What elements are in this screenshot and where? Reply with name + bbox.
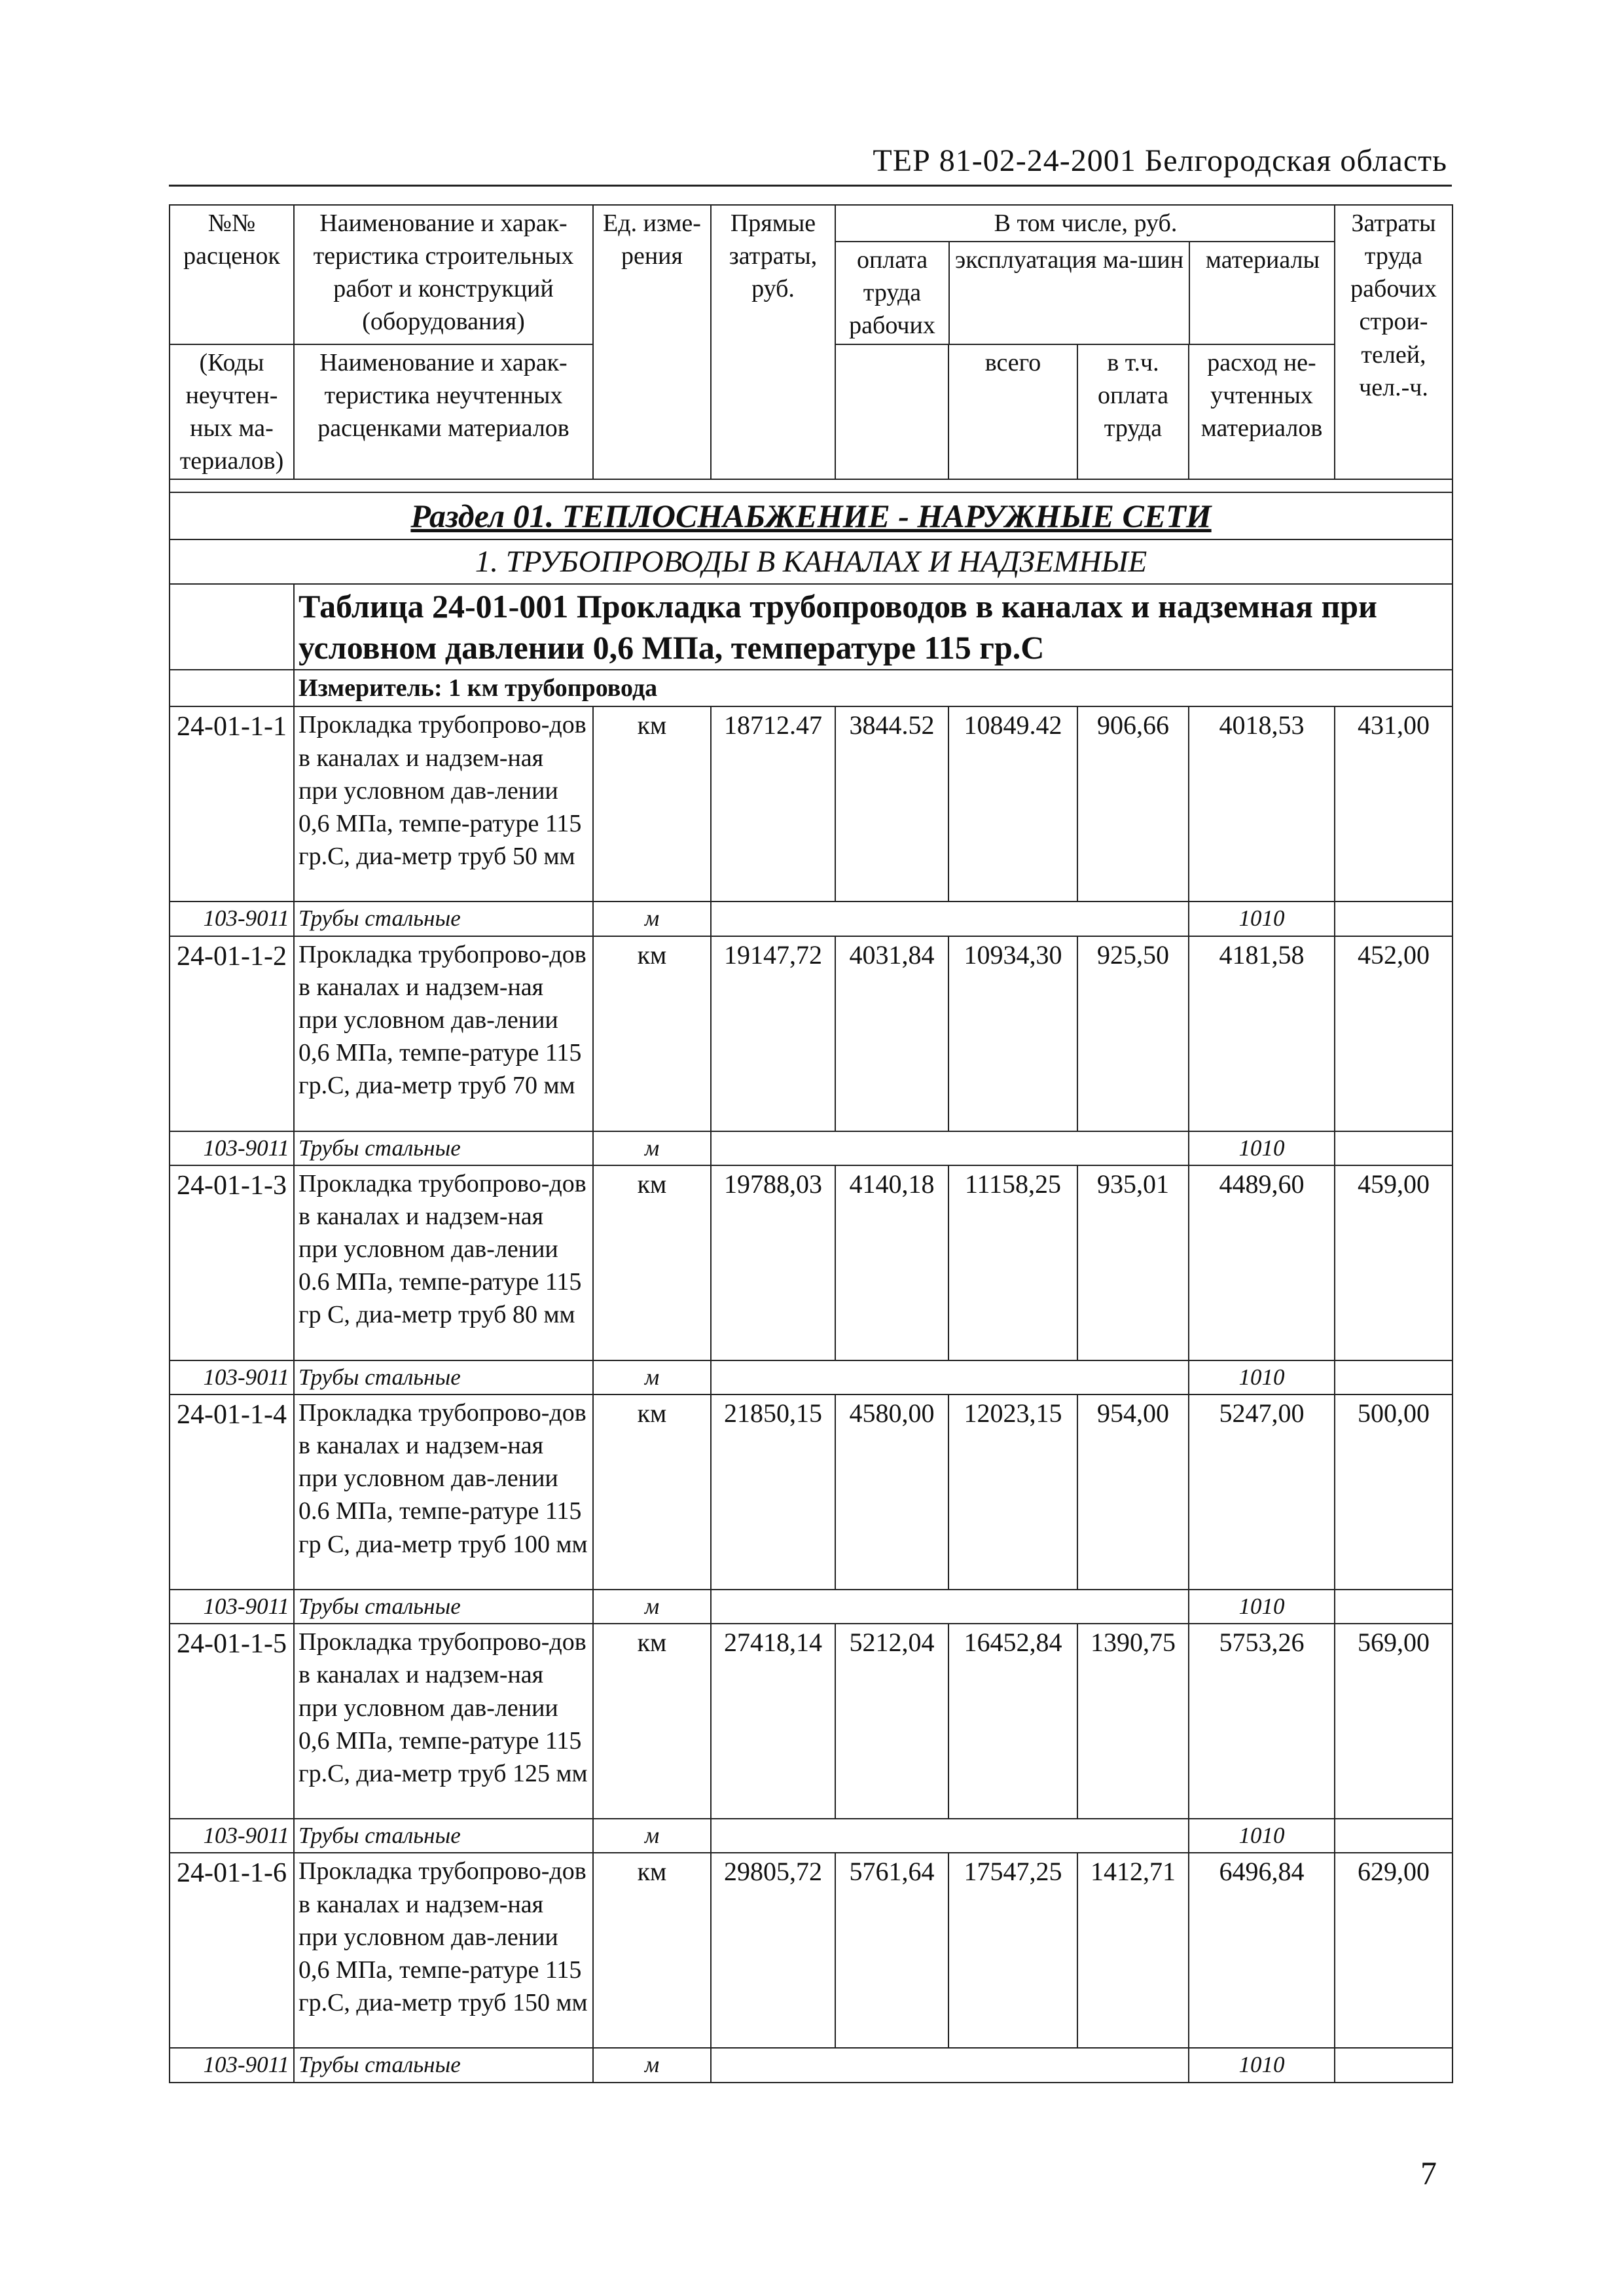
material-row (170, 902, 1453, 936)
material-empty (1335, 902, 1453, 936)
rate-direct-cost: 29805,72 (711, 1853, 835, 2048)
measure-label: Измеритель: 1 км трубопровода (294, 670, 1453, 706)
header-row-1 (170, 205, 1453, 344)
rate-labor-hours: 452,00 (1335, 936, 1453, 1131)
material-gap (711, 1590, 1189, 1624)
material-row (170, 1360, 1453, 1394)
spacer-row (170, 479, 1453, 492)
rates-table (169, 204, 1453, 2083)
material-code: 103-9011 (170, 1819, 294, 1853)
material-quantity: 1010 (1189, 1360, 1335, 1394)
material-row (170, 1131, 1453, 1165)
rate-materials: 4489,60 (1189, 1165, 1335, 1360)
material-code: 103-9011 (170, 1360, 294, 1394)
material-row (170, 1819, 1453, 1853)
rate-row (170, 936, 1453, 1131)
col-machines-header: эксплуатация ма-шин (949, 242, 1189, 343)
material-empty (1335, 2048, 1453, 2082)
rate-description: Прокладка трубопрово-дов в каналах и надзем-ная при условном дав-лении 0,6 МПа, темпе-ратуре 115 гр.С, диа-метр труб 150 мм (294, 1853, 593, 2048)
section-row (170, 492, 1453, 539)
rate-materials: 5247,00 (1189, 1394, 1335, 1590)
rate-direct-cost: 18712.47 (711, 706, 835, 902)
rate-machines-labor: 906,66 (1077, 706, 1189, 902)
material-unit: м (593, 1590, 711, 1624)
material-empty (1335, 1819, 1453, 1853)
rate-row (170, 1624, 1453, 1819)
rate-row (170, 706, 1453, 902)
material-code: 103-9011 (170, 902, 294, 936)
material-quantity: 1010 (1189, 1819, 1335, 1853)
col-unit-header: Ед. изме-рения (593, 205, 711, 479)
rate-unit: км (593, 1853, 711, 2048)
incl-group-label: В том числе, руб. (836, 206, 1335, 242)
material-empty (1335, 1131, 1453, 1165)
material-gap (711, 2048, 1189, 2082)
material-code: 103-9011 (170, 1131, 294, 1165)
rate-description: Прокладка трубопрово-дов в каналах и надзем-ная при условном дав-лении 0,6 МПа, темпе-ратуре 115 гр.С, диа-метр труб 70 мм (294, 936, 593, 1131)
rate-labor-hours: 459,00 (1335, 1165, 1453, 1360)
material-quantity: 1010 (1189, 1131, 1335, 1165)
material-quantity: 1010 (1189, 902, 1335, 936)
material-unit: м (593, 1131, 711, 1165)
col-materials-header: материалы (1205, 246, 1320, 274)
material-empty (1335, 1590, 1453, 1624)
rate-direct-cost: 21850,15 (711, 1394, 835, 1590)
material-name: Трубы стальные (294, 1131, 593, 1165)
rate-machines-total: 10934,30 (948, 936, 1077, 1131)
rate-labor-pay: 3844.52 (835, 706, 948, 902)
material-name: Трубы стальные (294, 1360, 593, 1394)
col-name-sub-header: Наименование и харак-теристика неучтенных расценками материалов (294, 344, 593, 480)
rate-code: 24-01-1-2 (170, 936, 294, 1131)
col-code-header: №№ расценок (170, 205, 294, 344)
rate-machines-total: 16452,84 (948, 1624, 1077, 1819)
col-mach-total-header: всего (948, 344, 1077, 480)
col-direct-header: Прямые затраты, руб. (711, 205, 835, 479)
rate-code: 24-01-1-6 (170, 1853, 294, 2048)
col-incl-header (835, 205, 1335, 344)
col-labor-header: оплата труда рабочих (836, 242, 949, 343)
material-empty (1335, 1360, 1453, 1394)
col-labor-sub-header (835, 344, 948, 480)
subsection-title: 1. ТРУБОПРОВОДЫ В КАНАЛАХ И НАДЗЕМНЫЕ (170, 539, 1453, 584)
rate-machines-total: 12023,15 (948, 1394, 1077, 1590)
rate-materials: 4018,53 (1189, 706, 1335, 902)
rate-labor-hours: 569,00 (1335, 1624, 1453, 1819)
table-title-row (170, 584, 1453, 670)
material-row (170, 2048, 1453, 2082)
rate-description: Прокладка трубопрово-дов в каналах и надзем-ная при условном дав-лении 0,6 МПа, темпе-ратуре 115 гр.С, диа-метр труб 50 мм (294, 706, 593, 902)
rate-machines-labor: 925,50 (1077, 936, 1189, 1131)
rate-row (170, 1853, 1453, 2048)
rate-machines-total: 10849.42 (948, 706, 1077, 902)
rate-labor-pay: 4031,84 (835, 936, 948, 1131)
rate-description: Прокладка трубопрово-дов в каналах и надзем-ная при условном дав-лении 0,6 МПа, темпе-ратуре 115 гр.С, диа-метр труб 125 мм (294, 1624, 593, 1819)
rate-materials: 4181,58 (1189, 936, 1335, 1131)
col-code-sub-header: (Коды неучтен-ных ма-териалов) (170, 344, 294, 480)
rate-labor-pay: 4140,18 (835, 1165, 948, 1360)
material-gap (711, 1360, 1189, 1394)
rate-direct-cost: 19788,03 (711, 1165, 835, 1360)
material-row (170, 1590, 1453, 1624)
rate-description: Прокладка трубопрово-дов в каналах и надзем-ная при условном дав-лении 0.6 МПа, темпе-ратуре 115 гр С, диа-метр труб 100 мм (294, 1394, 593, 1590)
material-name: Трубы стальные (294, 902, 593, 936)
measure-row (170, 670, 1453, 706)
rate-code: 24-01-1-1 (170, 706, 294, 902)
material-quantity: 1010 (1189, 2048, 1335, 2082)
rate-labor-pay: 5212,04 (835, 1624, 948, 1819)
rate-unit: км (593, 706, 711, 902)
material-code: 103-9011 (170, 2048, 294, 2082)
rate-labor-hours: 629,00 (1335, 1853, 1453, 2048)
rate-direct-cost: 27418,14 (711, 1624, 835, 1819)
rate-unit: км (593, 1165, 711, 1360)
rate-machines-labor: 954,00 (1077, 1394, 1189, 1590)
rate-code: 24-01-1-5 (170, 1624, 294, 1819)
rate-materials: 5753,26 (1189, 1624, 1335, 1819)
rate-code: 24-01-1-3 (170, 1165, 294, 1360)
material-gap (711, 902, 1189, 936)
rate-unit: км (593, 936, 711, 1131)
rate-labor-pay: 5761,64 (835, 1853, 948, 2048)
material-gap (711, 1131, 1189, 1165)
section-title: Раздел 01. ТЕПЛОСНАБЖЕНИЕ - НАРУЖНЫЕ СЕТИ (170, 492, 1453, 539)
material-unit: м (593, 902, 711, 936)
material-code: 103-9011 (170, 1590, 294, 1624)
rate-description: Прокладка трубопрово-дов в каналах и надзем-ная при условном дав-лении 0.6 МПа, темпе-ратуре 115 гр С, диа-метр труб 80 мм (294, 1165, 593, 1360)
rate-row (170, 1394, 1453, 1590)
rate-machines-labor: 935,01 (1077, 1165, 1189, 1360)
rate-code: 24-01-1-4 (170, 1394, 294, 1590)
rate-machines-labor: 1390,75 (1077, 1624, 1189, 1819)
rate-labor-hours: 431,00 (1335, 706, 1453, 902)
rate-materials: 6496,84 (1189, 1853, 1335, 2048)
rate-labor-hours: 500,00 (1335, 1394, 1453, 1590)
rate-unit: км (593, 1624, 711, 1819)
col-name-header: Наименование и харак-теристика строительных работ и конструкций (оборудования) (294, 205, 593, 344)
rate-direct-cost: 19147,72 (711, 936, 835, 1131)
material-name: Трубы стальные (294, 1590, 593, 1624)
material-quantity: 1010 (1189, 1590, 1335, 1624)
col-hours-header: Затраты труда рабочих строи-телей, чел.-ч. (1335, 205, 1453, 479)
material-name: Трубы стальные (294, 2048, 593, 2082)
col-mach-labor-header: в т.ч. оплата труда (1077, 344, 1189, 480)
header-rule (169, 185, 1452, 187)
col-unaccounted-header: расход не-учтенных материалов (1189, 344, 1335, 480)
material-unit: м (593, 1819, 711, 1853)
rate-machines-total: 17547,25 (948, 1853, 1077, 2048)
material-unit: м (593, 1360, 711, 1394)
subsection-row (170, 539, 1453, 584)
material-gap (711, 1819, 1189, 1853)
rate-machines-labor: 1412,71 (1077, 1853, 1189, 2048)
table-title: Таблица 24-01-001 Прокладка трубопроводов в каналах и надземная при условном давлении 0,6 МПа, температуре 115 гр.С (294, 584, 1453, 670)
rate-labor-pay: 4580,00 (835, 1394, 948, 1590)
rate-row (170, 1165, 1453, 1360)
rate-unit: км (593, 1394, 711, 1590)
document-header: ТЕР 81-02-24-2001 Белгородская область (873, 143, 1447, 178)
material-name: Трубы стальные (294, 1819, 593, 1853)
page-number: 7 (1420, 2155, 1437, 2191)
rate-machines-total: 11158,25 (948, 1165, 1077, 1360)
material-unit: м (593, 2048, 711, 2082)
